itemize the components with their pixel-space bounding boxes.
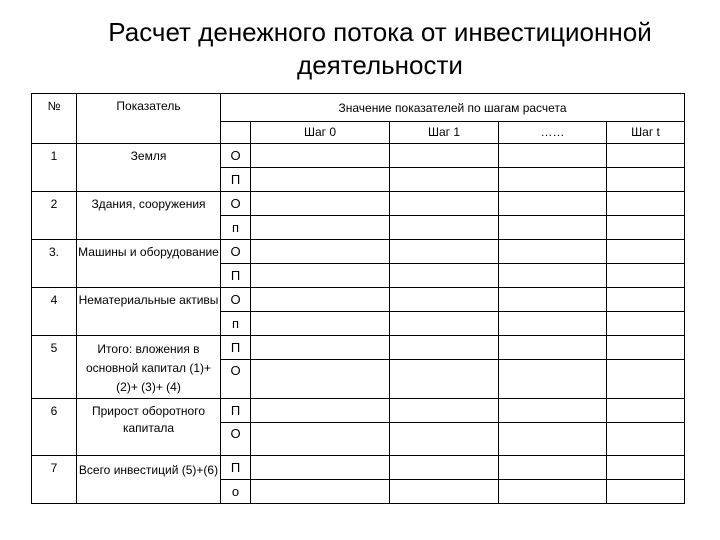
header-step-t: Шаг t: [607, 122, 685, 144]
header-step-1: Шаг 1: [390, 122, 499, 144]
value-cell: [251, 312, 390, 336]
value-cell: [607, 336, 685, 360]
row-mark: п: [221, 216, 251, 240]
row-mark: О: [221, 240, 251, 264]
value-cell: [390, 264, 499, 288]
value-cell: [251, 480, 390, 504]
table-row: [32, 144, 685, 168]
value-cell: [251, 144, 390, 168]
value-cell: [390, 216, 499, 240]
value-cell: [607, 456, 685, 480]
value-cell: [390, 312, 499, 336]
row-mark: п: [221, 312, 251, 336]
value-cell: [607, 240, 685, 264]
row-mark: П: [221, 399, 251, 423]
table-row: [32, 288, 685, 312]
row-mark: О: [221, 192, 251, 216]
title-line-2: деятельности: [297, 50, 463, 80]
value-cell: [607, 480, 685, 504]
value-cell: [390, 456, 499, 480]
value-cell: [499, 192, 607, 216]
row-number: 6: [32, 399, 77, 456]
header-indicator: Показатель: [77, 94, 221, 144]
title-line-1: Расчет денежного потока от инвестиционной: [108, 17, 652, 47]
table-row: [32, 240, 685, 264]
value-cell: [499, 264, 607, 288]
value-cell: [390, 288, 499, 312]
value-cell: [251, 456, 390, 480]
value-cell: [499, 168, 607, 192]
value-cell: [390, 423, 499, 456]
value-cell: [251, 336, 390, 360]
value-cell: [607, 312, 685, 336]
value-cell: [499, 360, 607, 399]
row-indicator: Земля: [77, 144, 221, 192]
cash-flow-table: [31, 93, 685, 504]
table-row: [32, 456, 685, 480]
header-values: Значение показателей по шагам расчета: [221, 94, 685, 122]
value-cell: [607, 288, 685, 312]
value-cell: [499, 240, 607, 264]
value-cell: [499, 399, 607, 423]
row-indicator: Прирост оборотного капитала: [77, 399, 221, 456]
row-indicator: Здания, сооружения: [77, 192, 221, 240]
value-cell: [607, 399, 685, 423]
value-cell: [251, 240, 390, 264]
header-number: №: [32, 94, 77, 144]
value-cell: [607, 216, 685, 240]
value-cell: [390, 168, 499, 192]
value-cell: [607, 423, 685, 456]
value-cell: [607, 168, 685, 192]
value-cell: [390, 360, 499, 399]
row-indicator: Всего инвестиций (5)+(6): [77, 456, 221, 504]
value-cell: [251, 399, 390, 423]
value-cell: [607, 192, 685, 216]
value-cell: [607, 264, 685, 288]
value-cell: [607, 360, 685, 399]
row-mark: о: [221, 480, 251, 504]
table-row: [32, 399, 685, 423]
row-mark: О: [221, 144, 251, 168]
value-cell: [251, 216, 390, 240]
value-cell: [499, 144, 607, 168]
value-cell: [607, 144, 685, 168]
value-cell: [251, 423, 390, 456]
row-number: 3.: [32, 240, 77, 288]
row-mark: О: [221, 288, 251, 312]
header-row-1: [32, 94, 685, 122]
table-row: [32, 192, 685, 216]
row-number: 4: [32, 288, 77, 336]
value-cell: [499, 288, 607, 312]
row-number: 7: [32, 456, 77, 504]
row-indicator: Нематериальные активы: [77, 288, 221, 336]
value-cell: [390, 480, 499, 504]
value-cell: [251, 168, 390, 192]
value-cell: [499, 336, 607, 360]
value-cell: [251, 264, 390, 288]
row-mark: П: [221, 456, 251, 480]
value-cell: [499, 216, 607, 240]
value-cell: [390, 144, 499, 168]
value-cell: [390, 336, 499, 360]
row-number: 1: [32, 144, 77, 192]
value-cell: [499, 423, 607, 456]
value-cell: [499, 456, 607, 480]
value-cell: [390, 240, 499, 264]
row-indicator: Итого: вложения в основной капитал (1)+(2)+ (3)+ (4): [77, 336, 221, 399]
value-cell: [251, 288, 390, 312]
header-step-ellipsis: ……: [499, 122, 607, 144]
row-number: 2: [32, 192, 77, 240]
header-mark-empty: [221, 122, 251, 144]
value-cell: [390, 399, 499, 423]
row-mark: П: [221, 168, 251, 192]
page-title: [0, 16, 720, 82]
row-mark: П: [221, 264, 251, 288]
table-row: [32, 336, 685, 360]
value-cell: [499, 480, 607, 504]
row-mark: П: [221, 336, 251, 360]
value-cell: [251, 192, 390, 216]
header-step-0: Шаг 0: [251, 122, 390, 144]
value-cell: [390, 192, 499, 216]
value-cell: [499, 312, 607, 336]
row-number: 5: [32, 336, 77, 399]
row-mark: О: [221, 423, 251, 456]
row-indicator: Машины и оборудование: [77, 240, 221, 288]
value-cell: [251, 360, 390, 399]
row-mark: О: [221, 360, 251, 399]
